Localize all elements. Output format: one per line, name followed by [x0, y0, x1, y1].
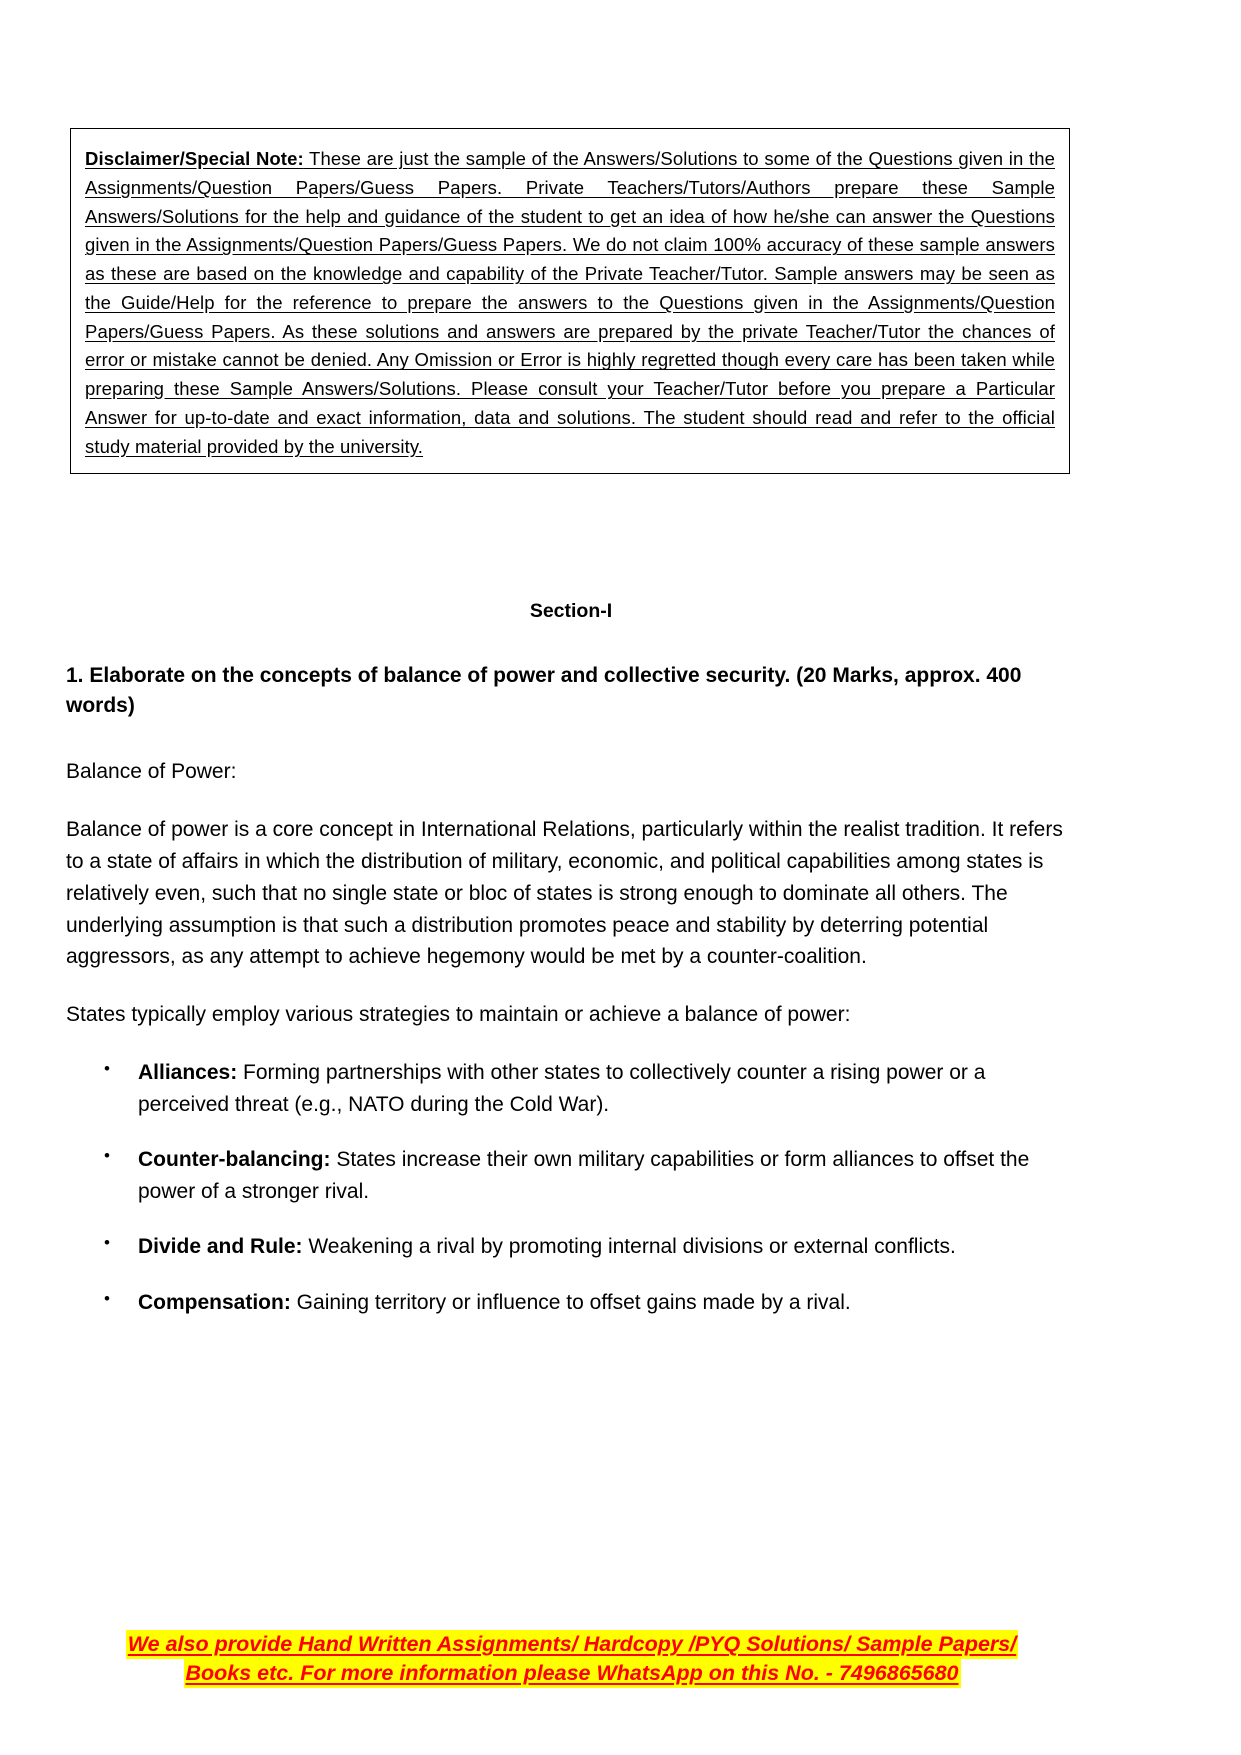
promo-line-1: We also provide Hand Written Assignments/ Hardcopy /PYQ Solutions/ Sample Papers/ — [126, 1630, 1018, 1659]
paragraph-balance-of-power: Balance of power is a core concept in International Relations, particularly within the realist tradition. It refers to a state of affairs in which the distribution of military, economic, and political capabilities among states is relatively even, such that no single state or bloc of states is strong enough to dominate all others. The underlying assumption is that such a distribution promotes peace and stability by deterring potential aggressors, as any attempt to achieve hegemony would be met by a counter-coalition. — [66, 817, 1063, 969]
strategies-list — [66, 1057, 1076, 1318]
list-item-text: Gaining territory or influence to offset gains made by a rival. — [290, 1290, 851, 1314]
paragraph-strategies-intro: States typically employ various strategies to maintain or achieve a balance of power: — [66, 1003, 851, 1027]
question-text: 1. Elaborate on the concepts of balance of power and collective security. (20 Marks, approx. 400 words) — [66, 664, 1022, 718]
list-item-term: Compensation: — [138, 1290, 291, 1314]
disclaimer-body: These are just the sample of the Answers/Solutions to some of the Questions given in the Assignments/Question Papers/Guess Papers. Private Teachers/Tutors/Authors prepare these Sample Answers/Solutions for the help and guidance of the student to get an idea of how he/she can answer the Questions given in the Assignments/Question Papers/Guess Papers. We do not claim 100% accuracy of these sample answers as these are based on the knowledge and capability of the Private Teacher/Tutor. Sample answers may be seen as the Guide/Help for the reference to prepare the answers to the Questions given in the Assignments/Question Papers/Guess Papers. As these solutions and answers are prepared by the private Teacher/Tutor the chances of error or mistake cannot be denied. Any Omission or Error is highly regretted though every care has been taken while preparing these Sample Answers/Solutions. Please consult your Teacher/Tutor before you prepare a Particular Answer for up-to-date and exact information, data and solutions. The student should read and refer to the official study material provided by the university. — [85, 148, 1055, 457]
disclaimer-box — [70, 128, 1070, 474]
list-item-text: Forming partnerships with other states to collectively counter a rising power or a perceived threat (e.g., NATO during the Cold War). — [138, 1061, 986, 1116]
document-content — [66, 600, 1076, 1342]
list-item — [66, 1287, 1076, 1319]
list-item-term: Counter-balancing: — [138, 1148, 331, 1172]
list-item-text: Weakening a rival by promoting internal divisions or external conflicts. — [302, 1235, 956, 1259]
list-item — [66, 1144, 1076, 1207]
list-item-term: Divide and Rule: — [138, 1235, 303, 1259]
disclaimer-text — [85, 145, 1055, 461]
section-heading: Section-I — [529, 600, 613, 622]
promo-banner — [62, 1630, 1082, 1688]
subheading-balance-of-power: Balance of Power: — [66, 759, 237, 783]
list-item — [66, 1057, 1076, 1120]
disclaimer-lead: Disclaimer/Special Note: — [85, 148, 304, 169]
list-item — [66, 1231, 1076, 1263]
promo-line-2: Books etc. For more information please WhatsApp on this No. - 7496865680 — [184, 1659, 961, 1688]
list-item-text: States increase their own military capabilities or form alliances to offset the power of a stronger rival. — [138, 1148, 1030, 1203]
list-item-term: Alliances: — [138, 1061, 238, 1085]
